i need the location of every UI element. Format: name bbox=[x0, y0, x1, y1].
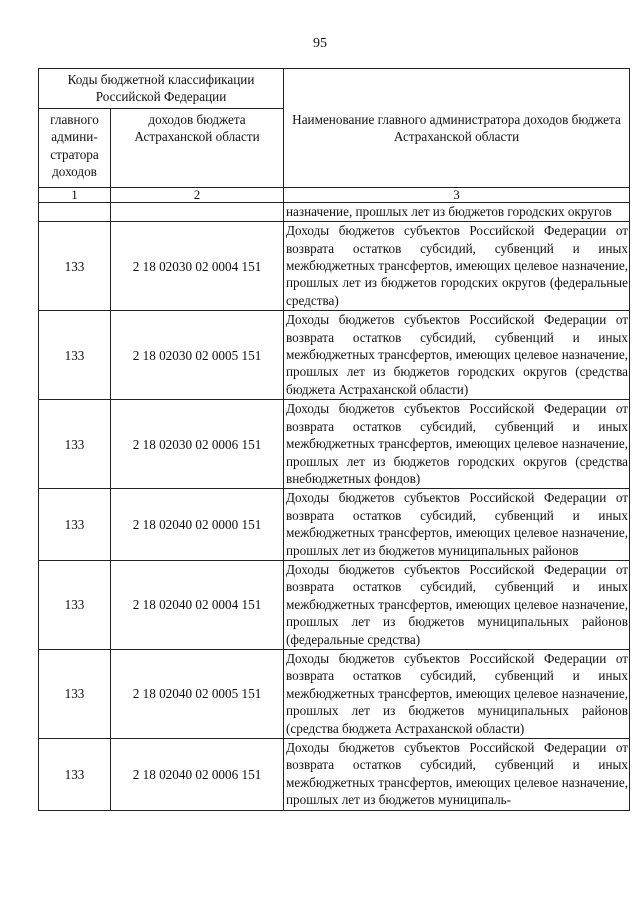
table-row bbox=[39, 739, 630, 811]
table-row bbox=[39, 489, 630, 561]
admin-code-cell: 133 bbox=[39, 400, 111, 489]
column-number-3: 3 bbox=[284, 187, 630, 202]
income-code-cell: 2 18 02040 02 0005 151 bbox=[111, 649, 284, 738]
table-row bbox=[39, 560, 630, 649]
income-code-cell: 2 18 02030 02 0006 151 bbox=[111, 400, 284, 489]
admin-code-cell: 133 bbox=[39, 649, 111, 738]
admin-code-cell bbox=[39, 202, 111, 221]
income-name-cell: Доходы бюджетов субъектов Российской Федерации от возврата остатков субсидий, субвенций и иных межбюджетных трансфертов, имеющих целевое назначение, прошлых лет из бюджетов городских округов (федеральные средства) bbox=[284, 222, 630, 311]
table-row bbox=[39, 222, 630, 311]
income-code-cell: 2 18 02040 02 0006 151 bbox=[111, 739, 284, 811]
table-row bbox=[39, 400, 630, 489]
admin-code-cell: 133 bbox=[39, 311, 111, 400]
header-col3-title: Наименование главного администратора доходов бюджета Астраханской области bbox=[284, 69, 630, 188]
header-col2-title: доходов бюджета Астраханской области bbox=[111, 108, 284, 187]
income-code-cell: 2 18 02040 02 0000 151 bbox=[111, 489, 284, 561]
income-name-cell: Доходы бюджетов субъектов Российской Федерации от возврата остатков субсидий, субвенций и иных межбюджетных трансфертов, имеющих целевое назначение, прошлых лет из бюджетов городских округов (средства внебюджетных фондов) bbox=[284, 400, 630, 489]
admin-code-cell: 133 bbox=[39, 739, 111, 811]
header-col1-title: главного админи-стратора доходов bbox=[39, 108, 111, 187]
income-code-cell: 2 18 02040 02 0004 151 bbox=[111, 560, 284, 649]
income-name-cell: Доходы бюджетов субъектов Российской Федерации от возврата остатков субсидий, субвенций и иных межбюджетных трансфертов, имеющих целевое назначение, прошлых лет из бюджетов городских округов (средства бюджета Астраханской области) bbox=[284, 311, 630, 400]
admin-code-cell: 133 bbox=[39, 222, 111, 311]
table-row bbox=[39, 649, 630, 738]
table-row bbox=[39, 202, 630, 221]
table-row bbox=[39, 311, 630, 400]
column-number-1: 1 bbox=[39, 187, 111, 202]
income-name-cell: Доходы бюджетов субъектов Российской Федерации от возврата остатков субсидий, субвенций и иных межбюджетных трансфертов, имеющих целевое назначение, прошлых лет из бюджетов муниципальных районов (федеральные средства) bbox=[284, 560, 630, 649]
header-group-title: Коды бюджетной классификации Российской Федерации bbox=[39, 69, 284, 109]
income-name-cell: назначение, прошлых лет из бюджетов городских округов bbox=[284, 202, 630, 221]
admin-code-cell: 133 bbox=[39, 489, 111, 561]
income-code-cell: 2 18 02030 02 0005 151 bbox=[111, 311, 284, 400]
column-number-2: 2 bbox=[111, 187, 284, 202]
income-code-cell bbox=[111, 202, 284, 221]
budget-classification-table bbox=[38, 68, 630, 811]
income-code-cell: 2 18 02030 02 0004 151 bbox=[111, 222, 284, 311]
income-name-cell: Доходы бюджетов субъектов Российской Федерации от возврата остатков субсидий, субвенций и иных межбюджетных трансфертов, имеющих целевое назначение, прошлых лет из бюджетов муниципальных районов bbox=[284, 489, 630, 561]
income-name-cell: Доходы бюджетов субъектов Российской Федерации от возврата остатков субсидий, субвенций и иных межбюджетных трансфертов, имеющих целевое назначение, прошлых лет из бюджетов муниципальных районов (средства бюджета Астраханской области) bbox=[284, 649, 630, 738]
page-number: 95 bbox=[313, 36, 327, 51]
admin-code-cell: 133 bbox=[39, 560, 111, 649]
income-name-cell: Доходы бюджетов субъектов Российской Федерации от возврата остатков субсидий, субвенций и иных межбюджетных трансфертов, имеющих целевое назначение, прошлых лет из бюджетов муниципаль- bbox=[284, 739, 630, 811]
